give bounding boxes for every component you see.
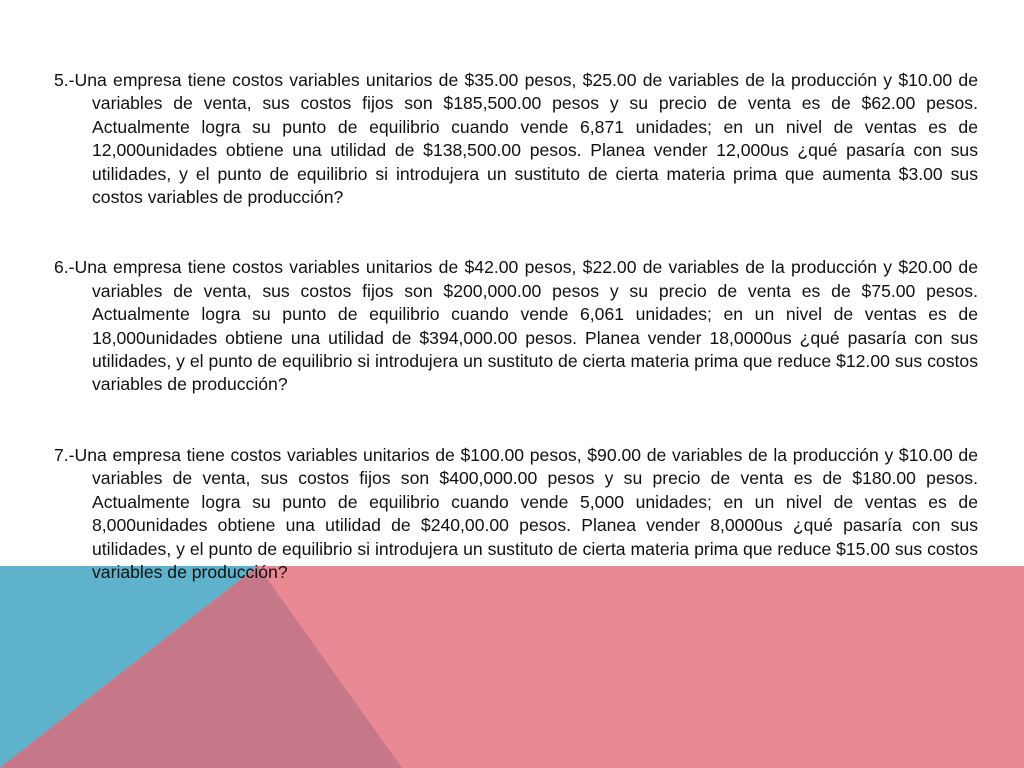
problem-5: 5.-Una empresa tiene costos variables unitarios de $35.00 pesos, $25.00 de variables de la producción y $10.00 de variables de venta, sus costos fijos son $185,500.00 pesos y su precio de venta es de $62.00 pesos. Actualmente logra su punto de equilibrio cuando vende 6,871 unidades; en un nivel de ventas es de 12,000unidades obtiene una utilidad de $138,500.00 pesos. Planea vender 12,000us ¿qué pasaría con sus utilidades, y el punto de equilibrio si introdujera un sustituto de cierta materia prima que aumenta $3.00 sus costos variables de producción? [54, 70, 978, 208]
problems-list [54, 69, 978, 631]
problem-6: 6.-Una empresa tiene costos variables unitarios de $42.00 pesos, $22.00 de variables de la producción y $20.00 de variables de venta, sus costos fijos son $200,000.00 pesos y su precio de venta es de $75.00 pesos. Actualmente logra su punto de equilibrio cuando vende 6,061 unidades; en un nivel de ventas es de 18,000unidades obtiene una utilidad de $394,000.00 pesos. Planea vender 18,0000us ¿qué pasaría con sus utilidades, y el punto de equilibrio si introdujera un sustituto de cierta materia prima que reduce $12.00 sus costos variables de producción? [54, 257, 978, 395]
problem-7: 7.-Una empresa tiene costos variables unitarios de $100.00 pesos, $90.00 de variables de la producción y $10.00 de variables de venta, sus costos fijos son $400,000.00 pesos y su precio de venta es de $180.00 pesos. Actualmente logra su punto de equilibrio cuando vende 5,000 unidades; en un nivel de ventas es de 8,000unidades obtiene una utilidad de $240,00.00 pesos. Planea vender 8,0000us ¿qué pasaría con sus utilidades, y el punto de equilibrio si introdujera un sustituto de cierta materia prima que reduce $15.00 sus costos variables de producción? [54, 444, 978, 582]
